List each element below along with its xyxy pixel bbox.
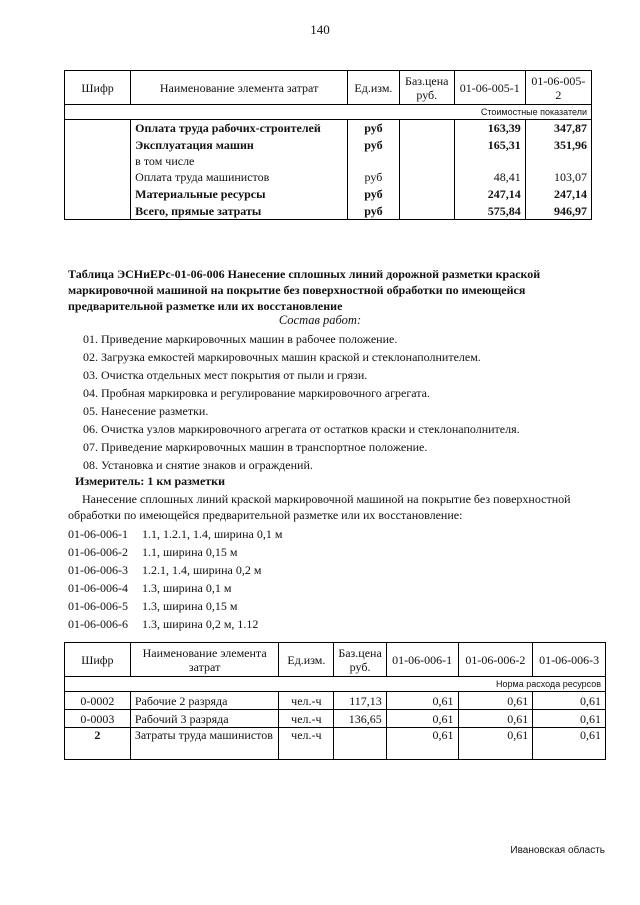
row-code: 0-0003 xyxy=(65,710,131,728)
row-name: Затраты труда машинистов xyxy=(130,728,279,760)
row-name: Оплата труда рабочих-строителей xyxy=(131,120,348,137)
row-value: 247,14 xyxy=(454,186,525,203)
row-name: Материальные ресурсы xyxy=(131,186,348,203)
code-text: 1.1, 1.2.1, 1.4, ширина 0,1 м xyxy=(142,527,283,541)
code-number: 01-06-006-5 xyxy=(68,599,128,613)
header-col-1: 01-06-006-1 xyxy=(386,643,458,677)
header-unit: Ед.изм. xyxy=(348,71,400,105)
row-value: 0,61 xyxy=(386,728,458,760)
table-row xyxy=(65,137,592,154)
row-value: 103,07 xyxy=(525,169,591,186)
row-value: 247,14 xyxy=(525,186,591,203)
code-number: 01-06-006-3 xyxy=(68,563,128,577)
header-name: Наименование элемента затрат xyxy=(130,643,279,677)
row-price: 136,65 xyxy=(334,710,386,728)
row-unit: руб xyxy=(348,120,400,137)
row-value: 165,31 xyxy=(454,137,525,154)
table-header-row xyxy=(65,643,606,677)
resource-table xyxy=(64,642,606,760)
row-unit: руб xyxy=(348,169,400,186)
row-name: в том числе xyxy=(131,154,348,169)
row-value: 0,61 xyxy=(458,692,533,710)
table-row xyxy=(65,169,592,186)
work-item: 06. Очистка узлов маркировочного агрегата от остатков краски и стеклонаполнителя. xyxy=(83,422,520,436)
row-code: 0-0002 xyxy=(65,692,131,710)
code-line xyxy=(68,563,261,578)
code-text: 1.1, ширина 0,15 м xyxy=(142,545,238,559)
table-row xyxy=(65,692,606,710)
row-value: 48,41 xyxy=(454,169,525,186)
row-name: Рабочие 2 разряда xyxy=(130,692,279,710)
footer-region: Ивановская область xyxy=(510,845,605,856)
code-line xyxy=(68,527,282,542)
subheader: Стоимостные показатели xyxy=(65,105,592,120)
row-unit: руб xyxy=(348,137,400,154)
header-unit: Ед.изм. xyxy=(279,643,334,677)
header-col-2: 01-06-006-2 xyxy=(458,643,533,677)
row-value: 351,96 xyxy=(525,137,591,154)
table-row xyxy=(65,203,592,220)
code-number: 01-06-006-6 xyxy=(68,617,128,631)
row-value: 0,61 xyxy=(533,710,606,728)
row-unit: чел.-ч xyxy=(279,710,334,728)
row-name: Рабочий 3 разряда xyxy=(130,710,279,728)
table-row xyxy=(65,154,592,169)
work-item: 07. Приведение маркировочных машин в транспортное положение. xyxy=(83,440,428,454)
subheader: Норма расхода ресурсов xyxy=(65,677,606,692)
row-value: 946,97 xyxy=(525,203,591,220)
row-unit: чел.-ч xyxy=(279,692,334,710)
row-value: 0,61 xyxy=(386,692,458,710)
work-item: 04. Пробная маркировка и регулирование маркировочного агрегата. xyxy=(83,386,430,400)
row-name: Оплата труда машинистов xyxy=(131,169,348,186)
header-col-2: 01-06-005-2 xyxy=(525,71,591,105)
header-col-1: 01-06-005-1 xyxy=(454,71,525,105)
code-text: 1.2.1, 1.4, ширина 0,2 м xyxy=(142,563,262,577)
table-row xyxy=(65,728,606,760)
row-value: 0,61 xyxy=(458,710,533,728)
row-value: 0,61 xyxy=(458,728,533,760)
row-code: 2 xyxy=(65,728,131,760)
code-line xyxy=(68,545,237,560)
header-name: Наименование элемента затрат xyxy=(131,71,348,105)
header-price: Баз.цена руб. xyxy=(334,643,386,677)
work-item: 03. Очистка отдельных мест покрытия от пыли и грязи. xyxy=(83,368,368,382)
code-line xyxy=(68,617,258,632)
section-title: Таблица ЭСНиЕРс-01-06-006 Нанесение сплошных линий дорожной разметки краской маркировочной машиной на покрытие без поверхностной обработки по имеющейся предварительной разметке или их восстановление xyxy=(68,267,541,313)
works-heading: Состав работ: xyxy=(278,313,362,327)
row-price: 117,13 xyxy=(334,692,386,710)
code-line xyxy=(68,599,237,614)
row-name: Всего, прямые затраты xyxy=(131,203,348,220)
row-unit: руб xyxy=(348,186,400,203)
code-number: 01-06-006-1 xyxy=(68,527,128,541)
work-item: 01. Приведение маркировочных машин в рабочее положение. xyxy=(83,332,398,346)
row-value: 0,61 xyxy=(533,728,606,760)
code-text: 1.3, ширина 0,15 м xyxy=(142,599,238,613)
measure-unit: Измеритель: 1 км разметки xyxy=(75,474,226,488)
page-number: 140 xyxy=(310,22,330,37)
table-header-row xyxy=(65,71,592,105)
row-name: Эксплуатация машин xyxy=(131,137,348,154)
row-value: 347,87 xyxy=(525,120,591,137)
row-value: 575,84 xyxy=(454,203,525,220)
work-item: 05. Нанесение разметки. xyxy=(83,404,209,418)
cost-table xyxy=(64,70,592,220)
subheader-row xyxy=(65,105,592,120)
row-price xyxy=(334,728,386,760)
header-code: Шифр xyxy=(65,643,131,677)
table-row xyxy=(65,120,592,137)
table-row xyxy=(65,710,606,728)
code-text: 1.3, ширина 0,2 м, 1.12 xyxy=(142,617,259,631)
row-unit: чел.-ч xyxy=(279,728,334,760)
work-item: 02. Загрузка емкостей маркировочных машин краской и стеклонаполнителем. xyxy=(83,350,481,364)
header-code: Шифр xyxy=(65,71,131,105)
header-col-3: 01-06-006-3 xyxy=(533,643,606,677)
subheader-row xyxy=(65,677,606,692)
row-value: 0,61 xyxy=(533,692,606,710)
row-unit: руб xyxy=(348,203,400,220)
row-value: 0,61 xyxy=(386,710,458,728)
description: Нанесение сплошных линий краской маркировочной машиной на покрытие без поверхностной обработки по имеющейся предварительной разметке или их восстановление: xyxy=(68,492,571,522)
code-number: 01-06-006-2 xyxy=(68,545,128,559)
code-line xyxy=(68,581,231,596)
header-price: Баз.цена руб. xyxy=(399,71,454,105)
row-value: 163,39 xyxy=(454,120,525,137)
work-item: 08. Установка и снятие знаков и ограждений. xyxy=(83,458,313,472)
table-row xyxy=(65,186,592,203)
code-number: 01-06-006-4 xyxy=(68,581,128,595)
code-text: 1.3, ширина 0,1 м xyxy=(142,581,232,595)
